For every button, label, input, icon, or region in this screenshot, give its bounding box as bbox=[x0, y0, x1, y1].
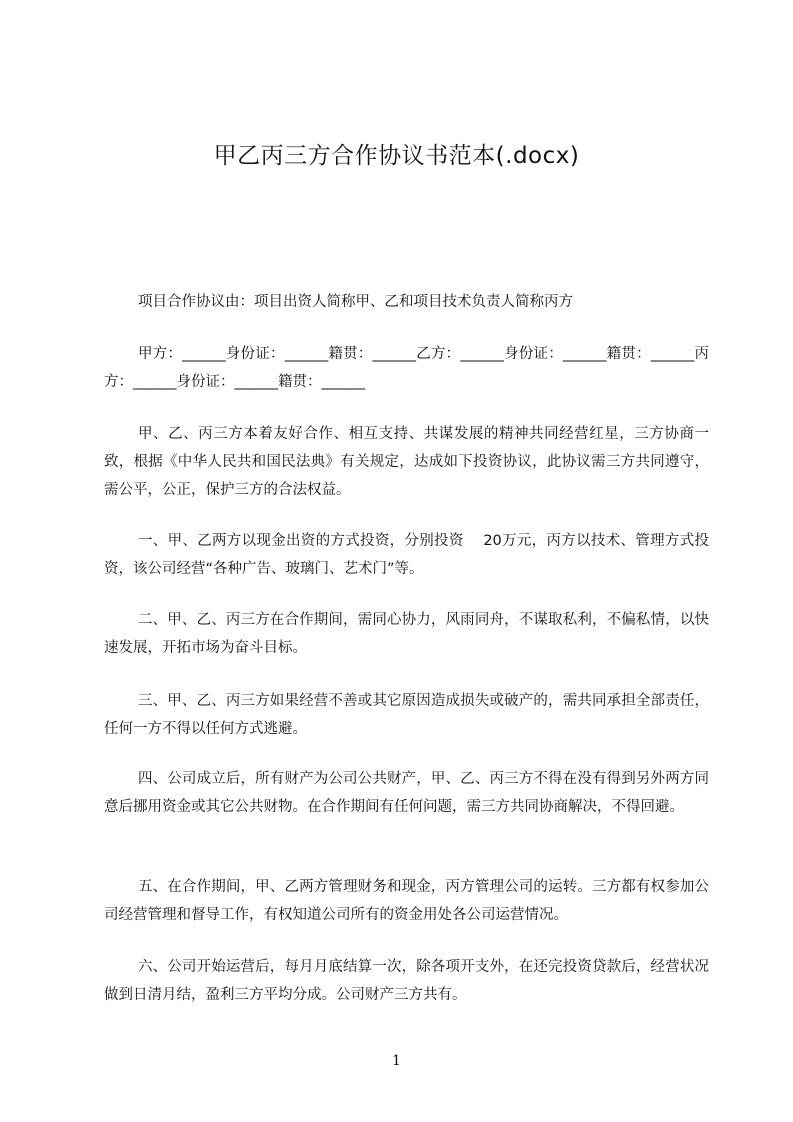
paragraph-clause-3: 三、甲、乙、丙三方如果经营不善或其它原因造成损失或破产的，需共同承担全部责任，任何一方不得以任何方式逃避。 bbox=[104, 693, 709, 737]
paragraph-clause-1: 一、甲、乙两方以现金出资的方式投资，分别投资 20万元，丙方以技术、管理方式投资，该公司经营“各种广告、玻璃门、艺术门”等。 bbox=[104, 533, 709, 577]
paragraph-clause-6: 六、公司开始运营后，每月月底结算一次，除各项开支外，在还完投资贷款后，经营状况做到日清月结，盈利三方平均分成。公司财产三方共有。 bbox=[104, 959, 709, 1003]
paragraph-clause-4: 四、公司成立后，所有财产为公司公共财产，甲、乙、丙三方不得在没有得到另外两方同意后挪用资金或其它公共财物。在合作期间有任何问题，需三方共同协商解决，不得回避。 bbox=[104, 771, 709, 815]
paragraph-intro: 项目合作协议由：项目出资人简称甲、乙和项目技术负责人简称丙方 bbox=[138, 294, 573, 310]
document-title: 甲乙丙三方合作协议书范本(.docx) bbox=[213, 143, 580, 169]
paragraph-preamble: 甲、乙、丙三方本着友好合作、相互支持、共谋发展的精神共同经营红星，三方协商一致，根据《中华人民共和国民法典》有关规定，达成如下投资协议，此协议需三方共同遵守，需公平，公正，保护三方的合法权益。 bbox=[104, 426, 709, 498]
paragraph-clause-2: 二、甲、乙、丙三方在合作期间，需同心协力，风雨同舟，不谋取私利，不偏私情，以快速发展，开拓市场为奋斗目标。 bbox=[104, 612, 709, 656]
page-number: 1 bbox=[392, 1053, 401, 1069]
paragraph-clause-5: 五、在合作期间，甲、乙两方管理财务和现金，丙方管理公司的运转。三方都有权参加公司经营管理和督导工作，有权知道公司所有的资金用处各公司运营情况。 bbox=[104, 879, 709, 923]
paragraph-parties: 甲方：______身份证：______籍贯：______乙方：______身份证：______籍贯：______丙方：______身份证：______籍贯：______ bbox=[104, 346, 709, 390]
